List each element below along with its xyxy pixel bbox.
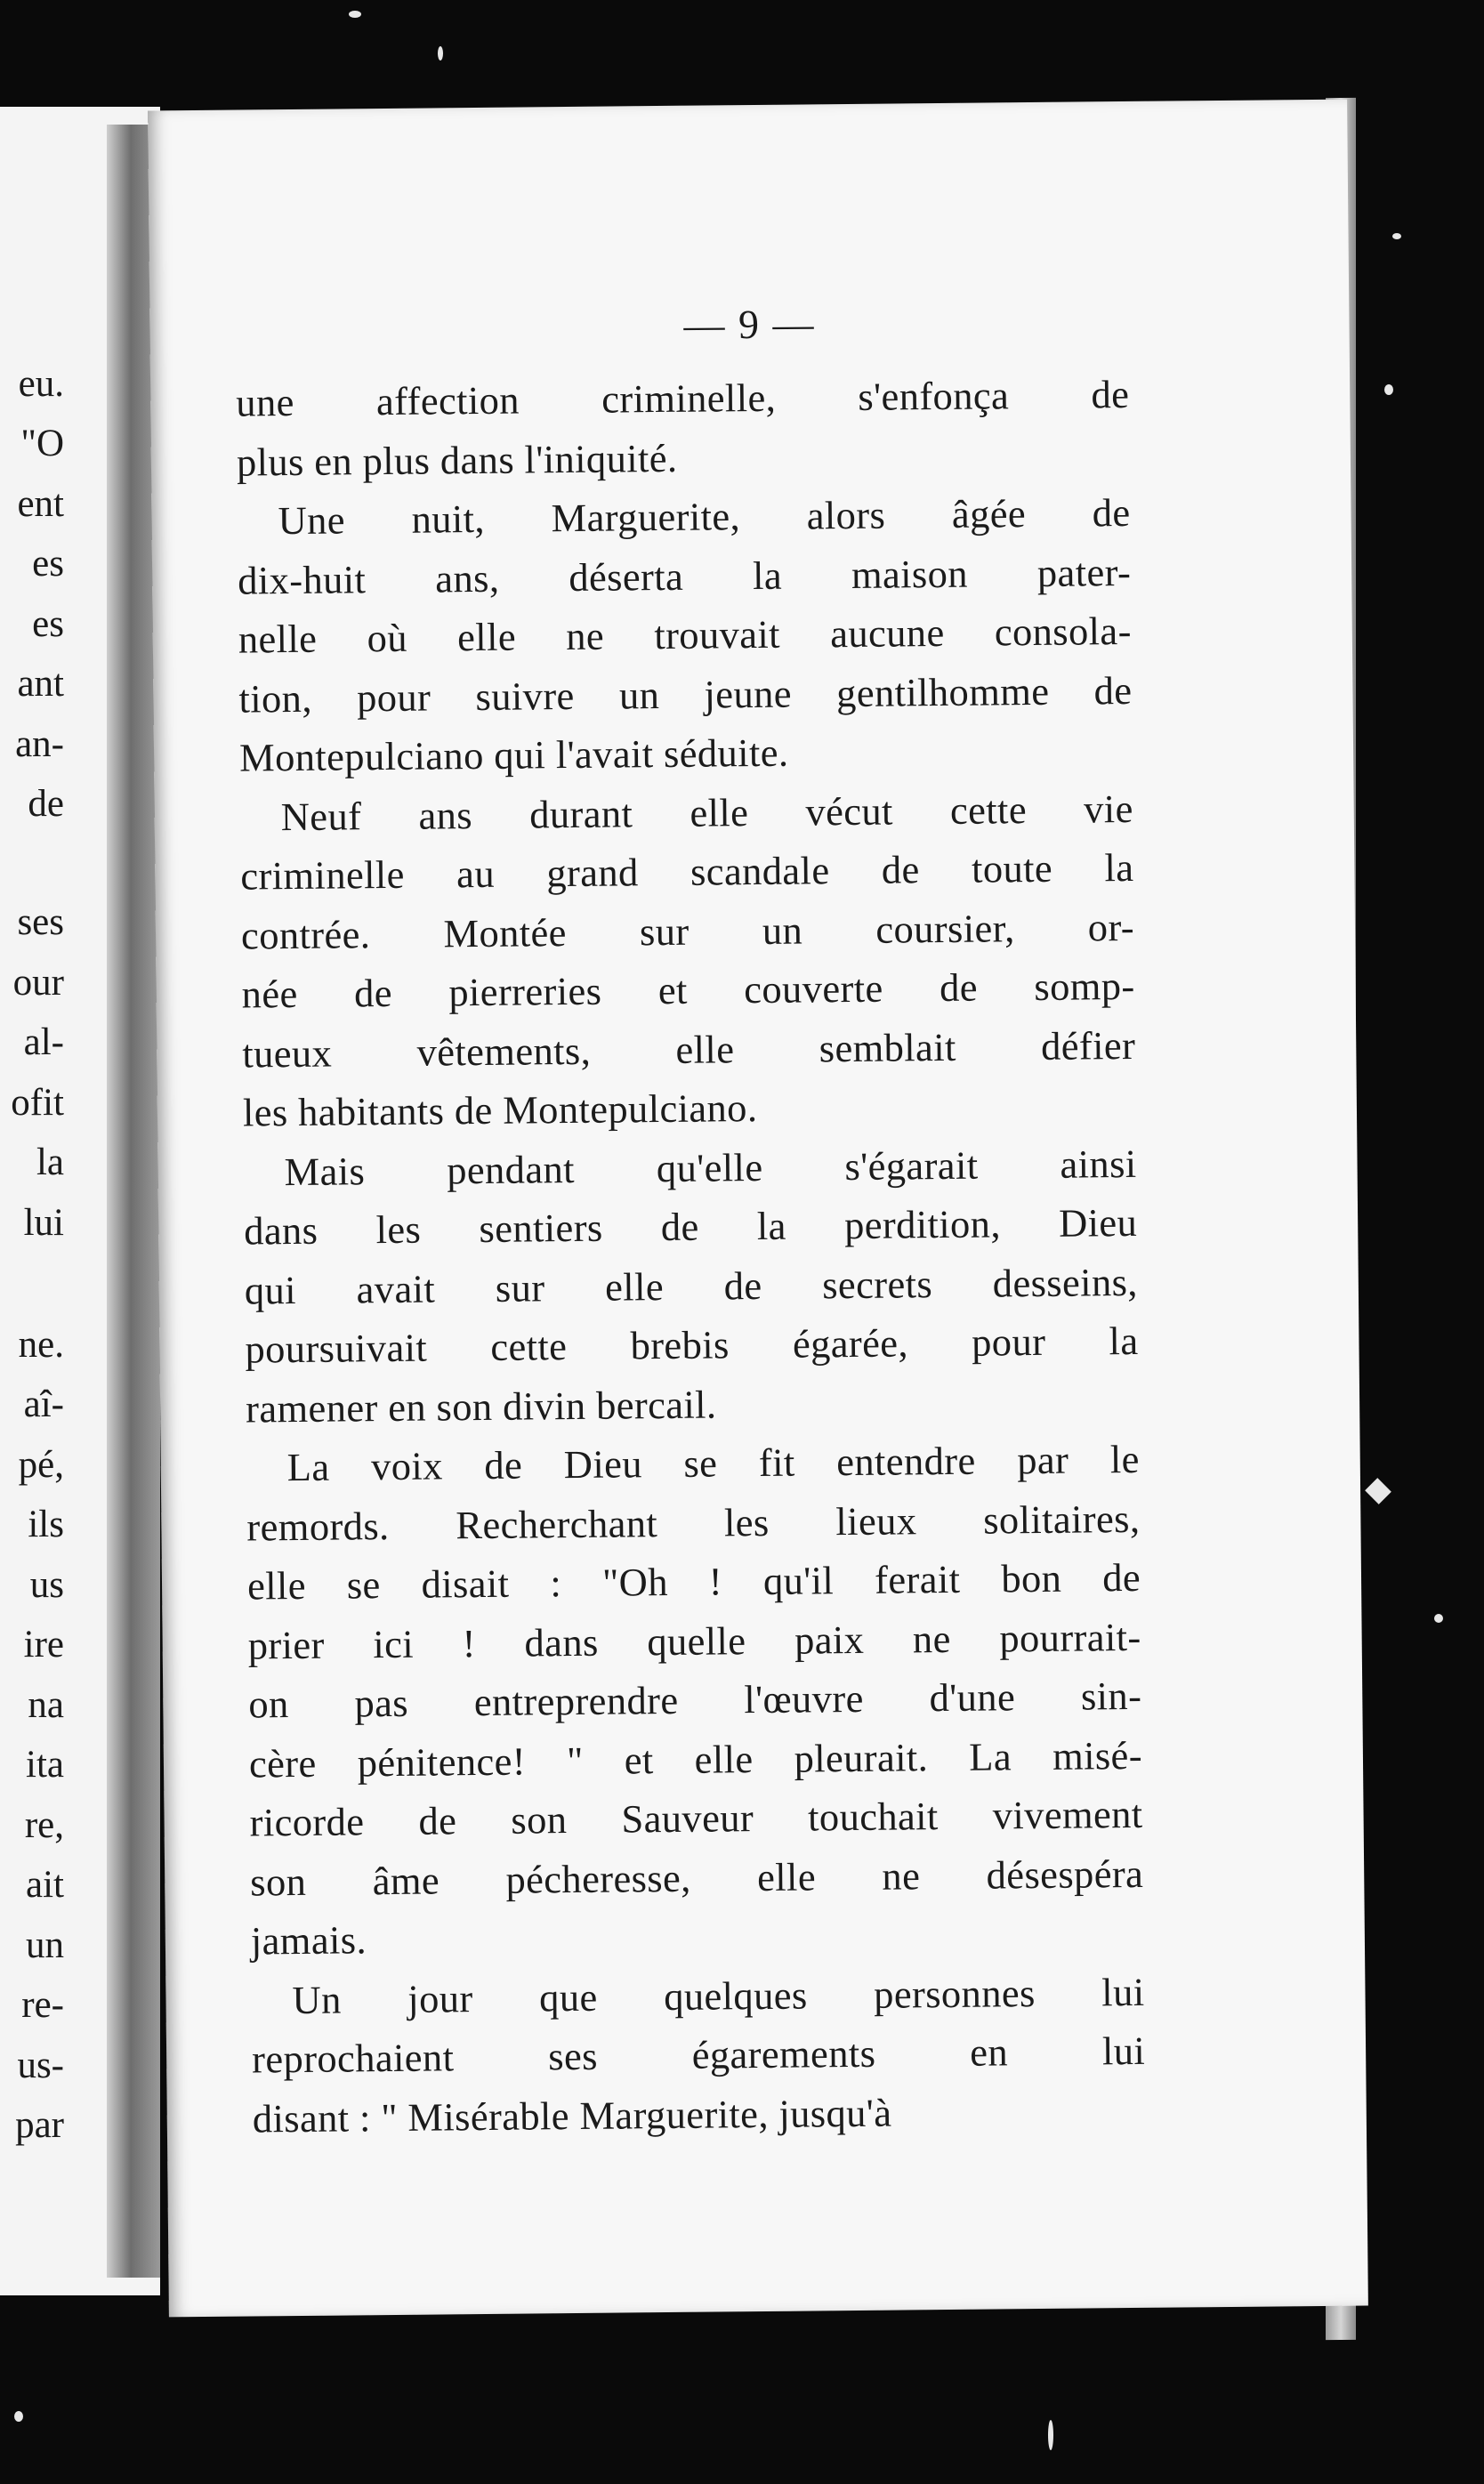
- left-page-fragment: "O: [20, 423, 64, 464]
- right-page: [148, 100, 1368, 2318]
- text-line: nelle où elle ne trouvait aucune consola-: [238, 608, 1133, 662]
- text-line: ricorde de son Sauveur touchait vivement: [249, 1791, 1143, 1845]
- text-line: elle se disait : "Oh ! qu'il ferait bon de: [246, 1554, 1141, 1609]
- dust-speck: [1434, 1614, 1443, 1623]
- text-line: Neuf ans durant elle vécut cette vie: [280, 786, 1133, 839]
- paragraph: [246, 1430, 1144, 1971]
- text-line: une affection criminelle, s'enfonça de: [236, 371, 1130, 425]
- text-line: tueux vêtements, elle semblait défier: [242, 1022, 1136, 1077]
- dust-speck: [349, 11, 361, 18]
- text-line: les habitants de Montepulciano.: [242, 1085, 758, 1135]
- left-page-fragment: al-: [23, 1021, 64, 1063]
- left-page-fragment: es: [32, 543, 64, 585]
- left-page-fragment: ses: [17, 901, 64, 943]
- dust-speck: [1048, 2420, 1053, 2450]
- left-page-fragment: un: [26, 1924, 64, 1966]
- paragraph: [243, 1133, 1139, 1438]
- text-line: Une nuit, Marguerite, alors âgée de: [278, 489, 1131, 544]
- dust-speck: [1384, 384, 1393, 395]
- text-line: Un jour que quelques personnes lui: [292, 1969, 1145, 2022]
- text-line: Montepulciano qui l'avait séduite.: [238, 730, 789, 780]
- left-page-fragment: ent: [17, 483, 64, 525]
- left-page-fragment: us: [29, 1564, 64, 1606]
- text-line: Mais pendant qu'elle s'égarait ainsi: [284, 1141, 1137, 1194]
- left-page-fragment: ait: [26, 1864, 64, 1906]
- left-page-fragment: ire: [23, 1624, 64, 1665]
- dust-speck: [438, 46, 443, 60]
- paragraph: [236, 365, 1130, 492]
- page-number: — 9 —: [683, 301, 816, 348]
- text-line: son âme pécheresse, elle ne désespéra: [250, 1851, 1144, 1905]
- text-line: on pas entreprendre l'œuvre d'une sin-: [248, 1673, 1142, 1727]
- text-line: ramener en son divin bercail.: [245, 1381, 717, 1432]
- left-page-fragment: re,: [24, 1804, 64, 1846]
- text-line: contrée. Montée sur un coursier, or-: [240, 904, 1135, 958]
- text-line: prier ici ! dans quelle paix ne pourrait-: [247, 1614, 1141, 1668]
- text-line: tion, pour suivre un jeune gentilhomme de: [238, 667, 1133, 722]
- left-page-fragment: us-: [17, 2044, 64, 2086]
- text-line: cère pénitence! " et elle pleurait. La misé-: [248, 1732, 1143, 1786]
- left-page-fragment: our: [12, 962, 64, 1004]
- text-line: plus en plus dans l'iniquité.: [236, 435, 678, 485]
- left-page-fragment: an-: [15, 723, 64, 765]
- left-page-fragment: ant: [17, 663, 64, 705]
- left-page-fragment: par: [15, 2104, 64, 2146]
- left-page-fragment: ita: [26, 1744, 64, 1786]
- paragraph: [239, 778, 1136, 1142]
- text-line: qui avait sur elle de secrets desseins,: [244, 1259, 1139, 1313]
- text-line: jamais.: [250, 1917, 367, 1964]
- text-line: dix-huit ans, déserta la maison pater-: [237, 549, 1132, 603]
- text-line: La voix de Dieu se fit entendre par le: [286, 1436, 1140, 1490]
- left-page-fragment: la: [36, 1141, 64, 1183]
- left-page-fragment: lui: [23, 1202, 64, 1244]
- text-line: poursuivait cette brebis égarée, pour la: [245, 1318, 1139, 1372]
- dust-speck: [1392, 233, 1401, 239]
- dust-speck: [1365, 1478, 1391, 1504]
- left-page-fragment: ofit: [11, 1082, 64, 1124]
- paragraph: [237, 483, 1133, 787]
- left-page-fragment: re-: [21, 1984, 64, 2026]
- left-page-fragment: ne.: [18, 1324, 64, 1366]
- text-line: reprochaient ses égarements en lui: [251, 2028, 1146, 2082]
- left-page-fragment: na: [28, 1684, 64, 1726]
- left-page-fragment: eu.: [18, 363, 64, 405]
- page-body-text: [236, 365, 1146, 2149]
- dust-speck: [14, 2411, 23, 2422]
- left-page-fragment: ils: [28, 1504, 64, 1545]
- text-line: dans les sentiers de la perdition, Dieu: [243, 1199, 1138, 1254]
- left-page-fragment: pé,: [18, 1444, 64, 1486]
- text-line: criminelle au grand scandale de toute la: [240, 844, 1134, 899]
- left-page-fragment: aî-: [23, 1383, 64, 1425]
- left-page-fragment: de: [28, 783, 64, 825]
- text-line: disant : " Misérable Marguerite, jusqu'à: [252, 2090, 892, 2141]
- text-line: née de pierreries et couverte de somp-: [241, 963, 1135, 1017]
- text-line: remords. Recherchant les lieux solitaires,: [246, 1496, 1141, 1550]
- left-page-fragment: es: [32, 603, 64, 645]
- paragraph: [251, 1962, 1146, 2148]
